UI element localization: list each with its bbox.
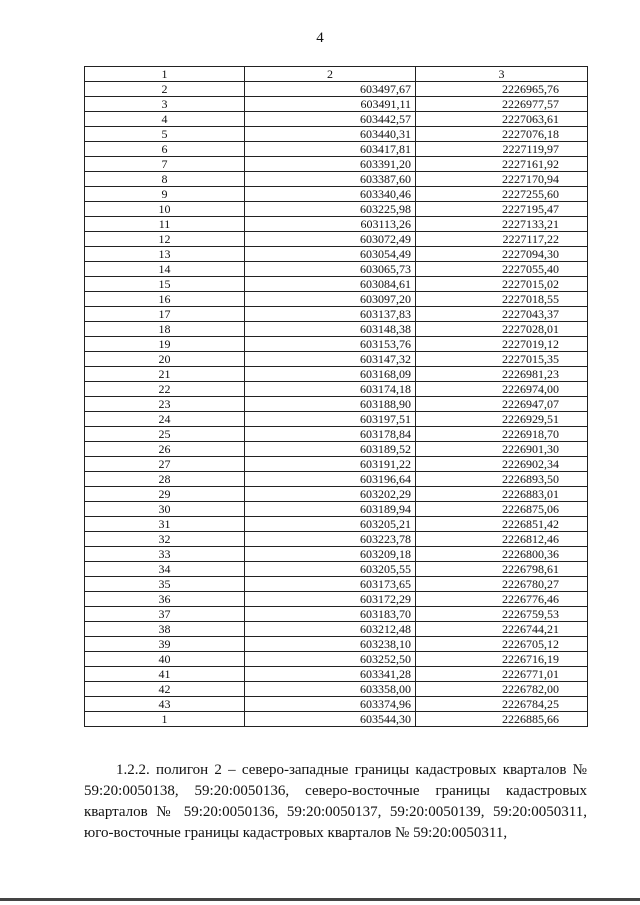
y-coordinate-cell: 2226947,07 <box>416 397 588 412</box>
x-coordinate-cell: 603147,32 <box>245 352 416 367</box>
x-coordinate-cell: 603341,28 <box>245 667 416 682</box>
point-number-cell: 43 <box>85 697 245 712</box>
x-coordinate-cell: 603544,30 <box>245 712 416 727</box>
x-coordinate-cell: 603148,38 <box>245 322 416 337</box>
x-coordinate-cell: 603197,51 <box>245 412 416 427</box>
table-body <box>85 82 588 727</box>
point-number-cell: 31 <box>85 517 245 532</box>
x-coordinate-cell: 603137,83 <box>245 307 416 322</box>
x-coordinate-cell: 603172,29 <box>245 592 416 607</box>
y-coordinate-cell: 2227255,60 <box>416 187 588 202</box>
x-coordinate-cell: 603358,00 <box>245 682 416 697</box>
x-coordinate-cell: 603374,96 <box>245 697 416 712</box>
point-number-cell: 14 <box>85 262 245 277</box>
table-row <box>85 637 588 652</box>
y-coordinate-cell: 2226977,57 <box>416 97 588 112</box>
point-number-cell: 22 <box>85 382 245 397</box>
x-coordinate-cell: 603223,78 <box>245 532 416 547</box>
point-number-cell: 19 <box>85 337 245 352</box>
point-number-cell: 11 <box>85 217 245 232</box>
y-coordinate-cell: 2226885,66 <box>416 712 588 727</box>
point-number-cell: 37 <box>85 607 245 622</box>
table-row <box>85 667 588 682</box>
table-row <box>85 622 588 637</box>
point-number-cell: 24 <box>85 412 245 427</box>
x-coordinate-cell: 603387,60 <box>245 172 416 187</box>
table-row <box>85 547 588 562</box>
table-row <box>85 427 588 442</box>
y-coordinate-cell: 2227055,40 <box>416 262 588 277</box>
y-coordinate-cell: 2227076,18 <box>416 127 588 142</box>
x-coordinate-cell: 603054,49 <box>245 247 416 262</box>
page-number: 4 <box>316 30 324 46</box>
table-row <box>85 382 588 397</box>
y-coordinate-cell: 2226981,23 <box>416 367 588 382</box>
table-row <box>85 682 588 697</box>
y-coordinate-cell: 2226705,12 <box>416 637 588 652</box>
section-paragraph: 1.2.2. полигон 2 – северо-западные границы кадастровых кварталов № 59:20:0050138, 59:20:0050136, северо-восточные границы кадастровых кварталов № 59:20:0050136, 59:20:0050137, 59:20:0050139, 59:20:0050311, юго-восточные границы кадастровых кварталов № 59:20:0050311, <box>84 762 587 841</box>
y-coordinate-cell: 2226883,01 <box>416 487 588 502</box>
y-coordinate-cell: 2227063,61 <box>416 112 588 127</box>
x-coordinate-cell: 603202,29 <box>245 487 416 502</box>
x-coordinate-cell: 603205,21 <box>245 517 416 532</box>
y-coordinate-cell: 2226784,25 <box>416 697 588 712</box>
point-number-cell: 29 <box>85 487 245 502</box>
table-row <box>85 367 588 382</box>
y-coordinate-cell: 2227019,12 <box>416 337 588 352</box>
table-header-row <box>85 67 588 82</box>
y-coordinate-cell: 2226800,36 <box>416 547 588 562</box>
point-number-cell: 18 <box>85 322 245 337</box>
y-coordinate-cell: 2226965,76 <box>416 82 588 97</box>
table-row <box>85 292 588 307</box>
x-coordinate-cell: 603189,94 <box>245 502 416 517</box>
table-row <box>85 322 588 337</box>
table-row <box>85 217 588 232</box>
y-coordinate-cell: 2227170,94 <box>416 172 588 187</box>
table-row <box>85 412 588 427</box>
table-row <box>85 457 588 472</box>
table-row <box>85 277 588 292</box>
x-coordinate-cell: 603497,67 <box>245 82 416 97</box>
point-number-cell: 42 <box>85 682 245 697</box>
table-row <box>85 82 588 97</box>
table-row <box>85 232 588 247</box>
table-row <box>85 532 588 547</box>
point-number-cell: 40 <box>85 652 245 667</box>
table-row <box>85 592 588 607</box>
x-coordinate-cell: 603072,49 <box>245 232 416 247</box>
point-number-cell: 23 <box>85 397 245 412</box>
point-number-cell: 6 <box>85 142 245 157</box>
point-number-cell: 25 <box>85 427 245 442</box>
point-number-cell: 12 <box>85 232 245 247</box>
table-row <box>85 472 588 487</box>
table-row <box>85 712 588 727</box>
y-coordinate-cell: 2227043,37 <box>416 307 588 322</box>
x-coordinate-cell: 603225,98 <box>245 202 416 217</box>
table-row <box>85 307 588 322</box>
table-row <box>85 562 588 577</box>
y-coordinate-cell: 2226918,70 <box>416 427 588 442</box>
point-number-cell: 20 <box>85 352 245 367</box>
y-coordinate-cell: 2227028,01 <box>416 322 588 337</box>
point-number-cell: 9 <box>85 187 245 202</box>
y-coordinate-cell: 2226901,30 <box>416 442 588 457</box>
x-coordinate-cell: 603168,09 <box>245 367 416 382</box>
table-row <box>85 697 588 712</box>
x-coordinate-cell: 603417,81 <box>245 142 416 157</box>
point-number-cell: 1 <box>85 712 245 727</box>
table-row <box>85 517 588 532</box>
point-number-cell: 34 <box>85 562 245 577</box>
table-row <box>85 442 588 457</box>
table-row <box>85 202 588 217</box>
y-coordinate-cell: 2226929,51 <box>416 412 588 427</box>
y-coordinate-cell: 2226780,27 <box>416 577 588 592</box>
x-coordinate-cell: 603238,10 <box>245 637 416 652</box>
y-coordinate-cell: 2226902,34 <box>416 457 588 472</box>
point-number-cell: 10 <box>85 202 245 217</box>
x-coordinate-cell: 603084,61 <box>245 277 416 292</box>
table-row <box>85 262 588 277</box>
y-coordinate-cell: 2226893,50 <box>416 472 588 487</box>
x-coordinate-cell: 603183,70 <box>245 607 416 622</box>
x-coordinate-cell: 603189,52 <box>245 442 416 457</box>
y-coordinate-cell: 2226776,46 <box>416 592 588 607</box>
x-coordinate-cell: 603188,90 <box>245 397 416 412</box>
header-cell-x: 2 <box>245 67 416 82</box>
y-coordinate-cell: 2226744,21 <box>416 622 588 637</box>
point-number-cell: 36 <box>85 592 245 607</box>
y-coordinate-cell: 2226974,00 <box>416 382 588 397</box>
table-row <box>85 172 588 187</box>
point-number-cell: 2 <box>85 82 245 97</box>
point-number-cell: 8 <box>85 172 245 187</box>
table-row <box>85 247 588 262</box>
point-number-cell: 17 <box>85 307 245 322</box>
y-coordinate-cell: 2226812,46 <box>416 532 588 547</box>
x-coordinate-cell: 603153,76 <box>245 337 416 352</box>
y-coordinate-cell: 2227094,30 <box>416 247 588 262</box>
y-coordinate-cell: 2227117,22 <box>416 232 588 247</box>
y-coordinate-cell: 2226875,06 <box>416 502 588 517</box>
y-coordinate-cell: 2227015,35 <box>416 352 588 367</box>
x-coordinate-cell: 603340,46 <box>245 187 416 202</box>
x-coordinate-cell: 603113,26 <box>245 217 416 232</box>
x-coordinate-cell: 603196,64 <box>245 472 416 487</box>
coordinates-table <box>84 66 588 727</box>
y-coordinate-cell: 2226771,01 <box>416 667 588 682</box>
x-coordinate-cell: 603442,57 <box>245 112 416 127</box>
point-number-cell: 33 <box>85 547 245 562</box>
point-number-cell: 16 <box>85 292 245 307</box>
header-cell-y: 3 <box>416 67 588 82</box>
table-row <box>85 502 588 517</box>
point-number-cell: 15 <box>85 277 245 292</box>
point-number-cell: 21 <box>85 367 245 382</box>
page-bottom-edge <box>0 898 640 901</box>
point-number-cell: 3 <box>85 97 245 112</box>
point-number-cell: 13 <box>85 247 245 262</box>
point-number-cell: 35 <box>85 577 245 592</box>
table-row <box>85 337 588 352</box>
x-coordinate-cell: 603205,55 <box>245 562 416 577</box>
y-coordinate-cell: 2226851,42 <box>416 517 588 532</box>
table-row <box>85 112 588 127</box>
table-row <box>85 652 588 667</box>
y-coordinate-cell: 2226759,53 <box>416 607 588 622</box>
x-coordinate-cell: 603178,84 <box>245 427 416 442</box>
x-coordinate-cell: 603173,65 <box>245 577 416 592</box>
x-coordinate-cell: 603440,31 <box>245 127 416 142</box>
y-coordinate-cell: 2227133,21 <box>416 217 588 232</box>
table-row <box>85 187 588 202</box>
y-coordinate-cell: 2227161,92 <box>416 157 588 172</box>
table-row <box>85 487 588 502</box>
point-number-cell: 32 <box>85 532 245 547</box>
x-coordinate-cell: 603191,22 <box>245 457 416 472</box>
table-row <box>85 607 588 622</box>
y-coordinate-cell: 2227015,02 <box>416 277 588 292</box>
point-number-cell: 30 <box>85 502 245 517</box>
header-cell-point: 1 <box>85 67 245 82</box>
x-coordinate-cell: 603391,20 <box>245 157 416 172</box>
x-coordinate-cell: 603209,18 <box>245 547 416 562</box>
point-number-cell: 39 <box>85 637 245 652</box>
table-row <box>85 142 588 157</box>
y-coordinate-cell: 2226716,19 <box>416 652 588 667</box>
table-row <box>85 157 588 172</box>
x-coordinate-cell: 603174,18 <box>245 382 416 397</box>
x-coordinate-cell: 603491,11 <box>245 97 416 112</box>
point-number-cell: 41 <box>85 667 245 682</box>
y-coordinate-cell: 2227018,55 <box>416 292 588 307</box>
y-coordinate-cell: 2227119,97 <box>416 142 588 157</box>
point-number-cell: 7 <box>85 157 245 172</box>
point-number-cell: 5 <box>85 127 245 142</box>
y-coordinate-cell: 2226798,61 <box>416 562 588 577</box>
point-number-cell: 38 <box>85 622 245 637</box>
y-coordinate-cell: 2226782,00 <box>416 682 588 697</box>
table-row <box>85 352 588 367</box>
point-number-cell: 26 <box>85 442 245 457</box>
point-number-cell: 28 <box>85 472 245 487</box>
table-row <box>85 577 588 592</box>
x-coordinate-cell: 603252,50 <box>245 652 416 667</box>
x-coordinate-cell: 603212,48 <box>245 622 416 637</box>
point-number-cell: 27 <box>85 457 245 472</box>
table-row <box>85 127 588 142</box>
table-row <box>85 397 588 412</box>
table-row <box>85 97 588 112</box>
y-coordinate-cell: 2227195,47 <box>416 202 588 217</box>
x-coordinate-cell: 603097,20 <box>245 292 416 307</box>
point-number-cell: 4 <box>85 112 245 127</box>
x-coordinate-cell: 603065,73 <box>245 262 416 277</box>
